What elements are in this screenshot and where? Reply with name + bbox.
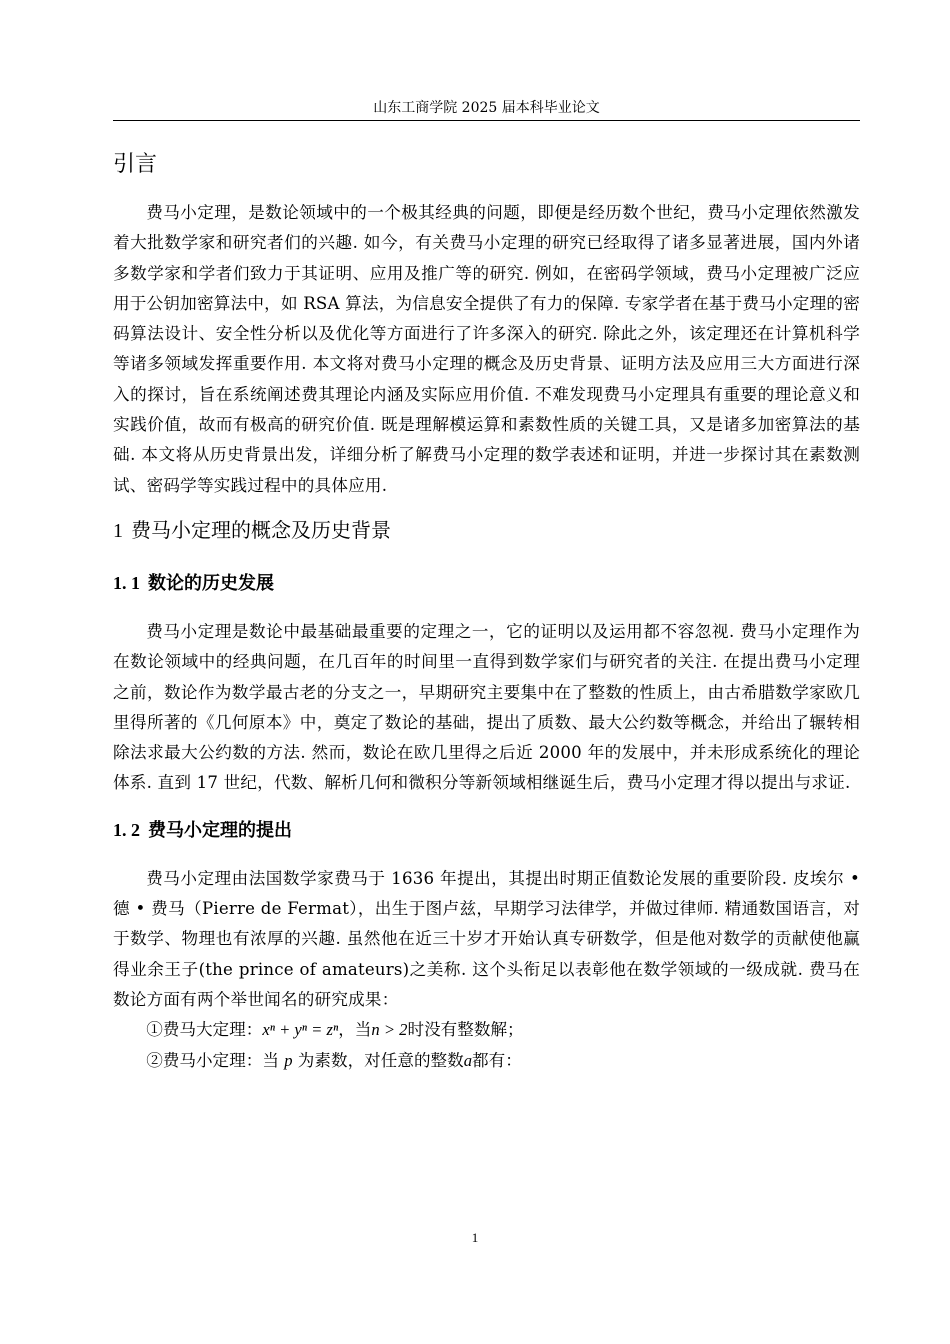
- item-1-formula: xⁿ + yⁿ = zⁿ: [262, 1020, 339, 1040]
- list-item-fermat-last-theorem: [113, 1015, 860, 1045]
- section-1-heading: [113, 515, 860, 546]
- intro-heading: 引言: [113, 152, 158, 177]
- section-1-1-title: 数论的历史发展: [148, 572, 274, 594]
- section-1-1-paragraph: 费马小定理是数论中最基础最重要的定理之一，它的证明以及运用都不容忽视. 费马小定理作为在数论领域中的经典问题，在几百年的时间里一直得到数学家们与研究者的关注. 在提出费马小定理之前，数论作为数学最古老的分支之一，早期研究主要集中在了整数的性质上，由古希腊数学家欧几里得所著的《几何原本》中，奠定了数论的基础，提出了质数、最大公约数等概念，并给出了辗转相除法求最大公约数的方法. 然而，数论在欧几里得之后近 2000 年的发展中，并未形成系统化的理论体系. 直到 17 世纪，代数、解析几何和微积分等新领域相继诞生后，费马小定理才得以提出与求证.: [113, 621, 860, 793]
- item-2-label: 费马小定理：当: [162, 1050, 279, 1070]
- list-item-fermat-little-theorem: [113, 1046, 860, 1076]
- section-1-2-paragraph: 费马小定理由法国数学家费马于 1636 年提出，其提出时期正值数论发展的重要阶段. 皮埃尔 • 德 • 费马（Pierre de Fermat），出生于图卢兹，早期学习法律学，并做过律师. 精通数国语言，对于数学、物理也有浓厚的兴趣. 虽然他在近三十岁才开始认真专研数学，但是他对数学的贡献使他赢得业余王子(the prince of amateurs)之美称. 这个头衔足以表彰他在数学领域的一级成就. 费马在数论方面有两个举世闻名的研究成果：: [113, 868, 860, 1009]
- running-header: 山东工商学院 2025 届本科毕业论文: [373, 100, 600, 116]
- item-1-middle: ，当: [338, 1020, 372, 1040]
- item-1-end: 时没有整数解；: [407, 1020, 524, 1040]
- item-1-marker: ①: [146, 1020, 163, 1040]
- item-1-condition: n > 2: [371, 1020, 408, 1040]
- header-rule: [113, 120, 860, 121]
- intro-paragraph: 费马小定理，是数论领域中的一个极其经典的问题，即便是经历数个世纪，费马小定理依然激发着大批数学家和研究者们的兴趣. 如今，有关费马小定理的研究已经取得了诸多显著进展，国内外诸多数学家和学者们致力于其证明、应用及推广等的研究. 例如，在密码学领域，费马小定理被广泛应用于公钥加密算法中，如 RSA 算法，为信息安全提供了有力的保障. 专家学者在基于费马小定理的密码算法设计、安全性分析以及优化等方面进行了许多深入的研究. 除此之外，该定理还在计算机科学等诸多领域发挥重要作用. 本文将对费马小定理的概念及历史背景、证明方法及应用三大方面进行深入的探讨，旨在系统阐述费其理论内涵及实际应用价值. 不难发现费马小定理具有重要的理论意义和实践价值，故而有极高的研究价值. 既是理解模运算和素数性质的关键工具，又是诸多加密算法的基础. 本文将从历史背景出发，详细分析了解费马小定理的数学表述和证明，并进一步探讨其在素数测试、密码学等实践过程中的具体应用.: [113, 203, 860, 495]
- item-2-marker: ②: [146, 1050, 163, 1070]
- section-1-2-number: 1. 2: [113, 819, 140, 840]
- item-2-end: 都有：: [472, 1050, 522, 1070]
- section-1-1-heading: [113, 568, 860, 599]
- section-1-title: 费马小定理的概念及历史背景: [131, 517, 391, 542]
- section-1-1-number: 1. 1: [113, 572, 140, 593]
- section-1-2-heading: [113, 815, 860, 846]
- item-2-middle: 为素数，对任意的整数: [297, 1050, 464, 1070]
- section-1-number: 1: [113, 519, 123, 542]
- section-1-2-title: 费马小定理的提出: [148, 819, 292, 841]
- page-body: [113, 140, 860, 1076]
- item-2-var-p: p: [284, 1050, 293, 1070]
- item-2-var-a: a: [463, 1050, 473, 1070]
- item-1-label: 费马大定理：: [162, 1020, 263, 1040]
- page-number: 1: [471, 1230, 479, 1245]
